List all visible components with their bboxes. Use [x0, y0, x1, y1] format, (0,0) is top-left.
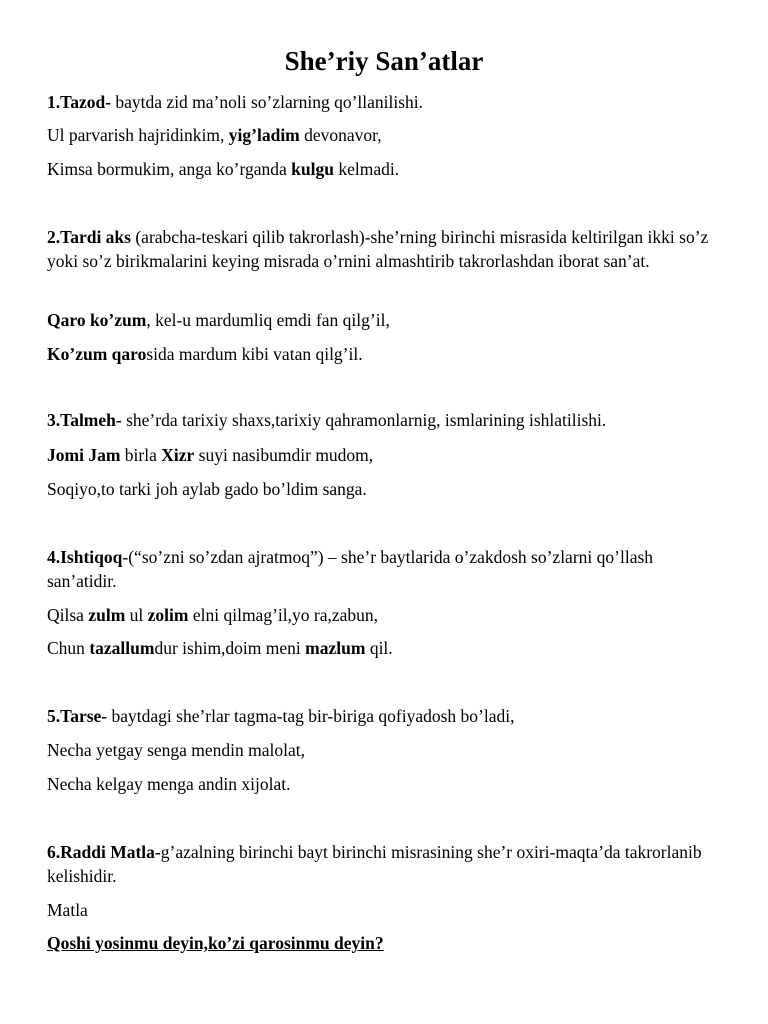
line-bold-word: tazallum — [89, 638, 155, 658]
section-6-heading — [47, 840, 719, 888]
section-2-definition: (arabcha-teskari qilib takrorlash)-she’rning birinchi misrasida keltirilgan ikki so’z yoki so’z birikmalarini keying misrada o’rnini almashtirib takrorlashdan iborat san’at. — [47, 227, 709, 271]
matla-underlined-line: Qoshi yosinmu deyin,ko’zi qarosinmu deyin? — [47, 933, 384, 953]
section-2-line-1 — [47, 308, 719, 332]
section-1-definition: baytda zid ma’noli so’zlarning qo’llanilishi. — [111, 92, 424, 112]
section-5-heading — [47, 704, 719, 728]
section-2-term: 2.Tardi aks — [47, 227, 131, 247]
line-text: Necha yetgay senga mendin malolat, — [47, 740, 306, 760]
section-1-line-2 — [47, 157, 719, 181]
line-text: Soqiyo,to tarki joh aylab gado bo’ldim sanga. — [47, 479, 367, 499]
line-text: , kel-u mardumliq emdi fan qilg’il, — [146, 310, 390, 330]
line-text: Necha kelgay menga andin xijolat. — [47, 774, 291, 794]
line-text: dur ishim,doim meni — [154, 638, 306, 658]
section-1-term: 1.Tazod- — [47, 92, 112, 112]
section-5-term: 5.Tarse- — [47, 706, 108, 726]
line-text: Qilsa — [47, 605, 89, 625]
page-title: She’riy San’atlar — [284, 46, 484, 76]
section-2-heading — [47, 225, 719, 273]
section-4-definition: -(“so’zni so’zdan ajratmoq”) – she’r baytlarida o’zakdosh so’zlarni qo’llash san’atidir. — [47, 547, 654, 591]
section-3-term: 3.Talmeh- — [47, 410, 122, 430]
line-bold-word: Jomi Jam — [47, 445, 121, 465]
line-text: qil. — [365, 638, 393, 658]
line-text: Chun — [47, 638, 90, 658]
matla-label: Matla — [47, 900, 88, 920]
section-4-heading — [47, 545, 719, 593]
section-6-term: 6.Raddi Matla- — [47, 842, 161, 862]
line-bold-word: Ko’zum qaro — [47, 344, 147, 364]
line-text: sida mardum kibi vatan qilg’il. — [146, 344, 363, 364]
section-2-line-2 — [47, 342, 719, 366]
line-text: birla — [120, 445, 162, 465]
line-bold-word: yig’ladim — [228, 125, 300, 145]
line-bold-word: Qaro ko’zum — [47, 310, 147, 330]
section-3-definition: she’rda tarixiy shaxs,tarixiy qahramonlarnig, ismlarining ishlatilishi. — [121, 410, 607, 430]
line-bold-word: kulgu — [291, 159, 334, 179]
section-6-label — [47, 898, 719, 922]
section-4-term: 4.Ishtiqoq — [47, 547, 123, 567]
section-3-heading — [47, 408, 719, 432]
line-text: elni qilmag’il,yo ra,zabun, — [188, 605, 379, 625]
line-bold-word: mazlum — [305, 638, 366, 658]
section-5-line-2 — [47, 772, 719, 796]
line-bold-word: zolim — [147, 605, 189, 625]
line-text: suyi nasibumdir mudom, — [194, 445, 374, 465]
line-text: ul — [125, 605, 148, 625]
line-bold-word: Xizr — [161, 445, 195, 465]
line-text: Ul parvarish hajridinkim, — [47, 125, 229, 145]
line-bold-word: zulm — [88, 605, 126, 625]
line-text: Kimsa bormukim, anga ko’rganda — [47, 159, 292, 179]
line-text: devonavor, — [299, 125, 382, 145]
section-3-line-2 — [47, 477, 719, 501]
section-6-matla-line — [47, 931, 719, 955]
section-4-line-2 — [47, 636, 719, 660]
section-5-line-1 — [47, 738, 719, 762]
section-1-heading — [47, 90, 719, 114]
section-3-line-1 — [47, 443, 719, 467]
section-6-definition: g’azalning birinchi bayt birinchi misrasining she’r oxiri-maqta’da takrorlanib kelishidir. — [47, 842, 702, 886]
section-5-definition: baytdagi she’rlar tagma-tag bir-biriga qofiyadosh bo’ladi, — [107, 706, 515, 726]
section-1-line-1 — [47, 123, 719, 147]
section-4-line-1 — [47, 603, 719, 627]
line-text: kelmadi. — [333, 159, 400, 179]
